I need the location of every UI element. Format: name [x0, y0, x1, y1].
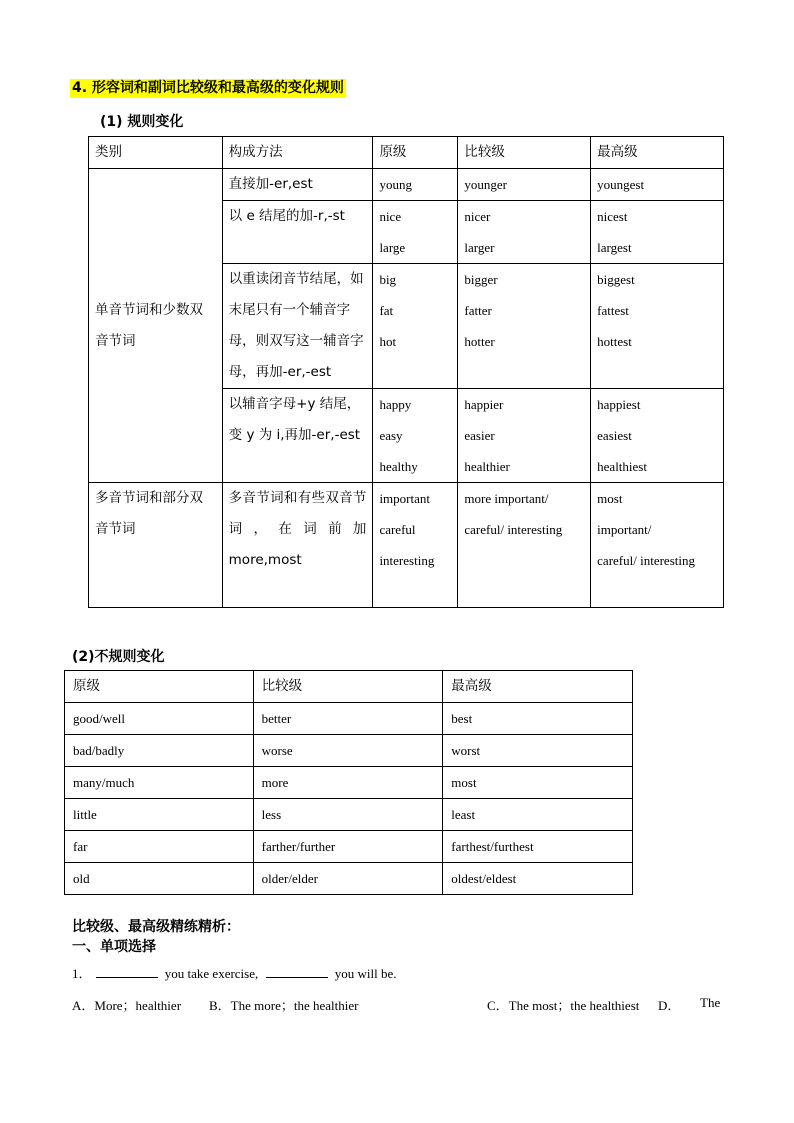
- table-cell: older/elder: [253, 863, 443, 895]
- option-a: A．More；healthier: [72, 998, 182, 1013]
- base-cell: [373, 264, 458, 389]
- category-text: 单音节词和少数双音节词: [95, 301, 203, 349]
- section-title: 4. 形容词和副词比较级和最高级的变化规则: [72, 80, 344, 96]
- word: happier: [464, 397, 504, 412]
- table-header-row: [89, 137, 724, 169]
- method-cell: 多音节词和有些双音节词，在词前加more,most: [222, 483, 373, 608]
- word: fatter: [464, 303, 492, 318]
- table-row: [89, 169, 724, 201]
- header-cell: 最高级: [591, 137, 724, 169]
- comparative-cell: [458, 389, 591, 483]
- answer-blank[interactable]: [266, 965, 328, 978]
- word: easier: [464, 428, 495, 443]
- table-row: [65, 863, 633, 895]
- word: careful: [379, 522, 416, 537]
- table-row: [65, 735, 633, 767]
- comparative-cell: [458, 264, 591, 389]
- table-row: [65, 799, 633, 831]
- word: fat: [379, 303, 394, 318]
- category-cell: [89, 169, 223, 483]
- superlative-cell: [591, 169, 724, 201]
- table-cell: farthest/furthest: [443, 831, 633, 863]
- word: most: [597, 491, 623, 506]
- header-cell: 原级: [65, 671, 254, 703]
- table-cell: more: [253, 767, 443, 799]
- base-cell: [373, 483, 458, 608]
- comparative-cell: [458, 169, 591, 201]
- comparative-cell: [458, 483, 591, 608]
- word: larger: [464, 240, 495, 255]
- table-cell: worst: [443, 735, 633, 767]
- base-cell: [373, 201, 458, 264]
- comparative-cell: [458, 201, 591, 264]
- word: nice: [379, 209, 402, 224]
- table-row: [65, 767, 633, 799]
- table-row: [65, 831, 633, 863]
- option-d-text: The: [700, 995, 721, 1010]
- word: interesting: [379, 553, 435, 568]
- table-cell: little: [65, 799, 254, 831]
- header-cell: 类别: [89, 137, 223, 169]
- superlative-cell: [591, 264, 724, 389]
- table-cell: far: [65, 831, 254, 863]
- word: large: [379, 240, 406, 255]
- table-cell: better: [253, 703, 443, 735]
- question-text: you will be.: [331, 966, 397, 981]
- word: easiest: [597, 428, 632, 443]
- table-cell: farther/further: [253, 831, 443, 863]
- regular-table: [88, 136, 724, 608]
- word: nicest: [597, 209, 628, 224]
- header-cell: 比较级: [458, 137, 591, 169]
- table-cell: worse: [253, 735, 443, 767]
- table-row: [65, 703, 633, 735]
- header-cell: 最高级: [443, 671, 633, 703]
- base-cell: [373, 169, 458, 201]
- header-cell: 原级: [373, 137, 458, 169]
- word: youngest: [597, 177, 645, 192]
- word: biggest: [597, 272, 635, 287]
- method-cell: 以辅音字母+y 结尾，变 y 为 i,再加-er,-est: [222, 389, 373, 483]
- header-cell: 构成方法: [222, 137, 373, 169]
- method-cell: 直接加-er,est: [222, 169, 373, 201]
- header-cell: 比较级: [253, 671, 443, 703]
- table-cell: less: [253, 799, 443, 831]
- regular-heading: (1) 规则变化: [100, 114, 184, 130]
- table-row: [89, 483, 724, 608]
- table-cell: oldest/eldest: [443, 863, 633, 895]
- word: happy: [379, 397, 412, 412]
- option-b: B．The more；the healthier: [209, 998, 359, 1013]
- table-cell: most: [443, 767, 633, 799]
- table-cell: many/much: [65, 767, 254, 799]
- table-header-row: [65, 671, 633, 703]
- method-cell: 以重读闭音节结尾，如末尾只有一个辅音字母，则双写这一辅音字母，再加-er,-est: [222, 264, 373, 389]
- word: big: [379, 272, 397, 287]
- word: hottest: [597, 334, 632, 349]
- word: easy: [379, 428, 403, 443]
- answer-blank[interactable]: [96, 965, 158, 978]
- table-cell: good/well: [65, 703, 254, 735]
- superlative-cell: [591, 389, 724, 483]
- superlative-cell: [591, 483, 724, 608]
- table-cell: bad/badly: [65, 735, 254, 767]
- base-cell: [373, 389, 458, 483]
- word: more important/: [464, 491, 549, 506]
- table-cell: old: [65, 863, 254, 895]
- table-cell: least: [443, 799, 633, 831]
- word: hot: [379, 334, 397, 349]
- irregular-heading: (2)不规则变化: [72, 649, 165, 665]
- word: healthy: [379, 459, 418, 474]
- word: healthier: [464, 459, 510, 474]
- method-cell: 以 e 结尾的加-r,-st: [222, 201, 373, 264]
- table-cell: best: [443, 703, 633, 735]
- word: important: [379, 491, 430, 506]
- word: nicer: [464, 209, 491, 224]
- word: important/: [597, 522, 652, 537]
- word: careful/ interesting: [464, 522, 563, 537]
- option-c: C．The most；the healthiest: [487, 998, 640, 1013]
- word: bigger: [464, 272, 498, 287]
- word: fattest: [597, 303, 629, 318]
- word: young: [379, 177, 412, 192]
- option-d: D．: [658, 998, 681, 1013]
- word: careful/ interesting: [597, 553, 695, 568]
- question-1: [72, 963, 397, 982]
- word: hotter: [464, 334, 495, 349]
- word: healthiest: [597, 459, 647, 474]
- exercise-section: 一、单项选择: [72, 939, 156, 955]
- exercise-title: 比较级、最高级精练精析：: [72, 919, 240, 935]
- question-number: 1．: [72, 966, 92, 981]
- category-cell: 多音节词和部分双音节词: [89, 483, 223, 608]
- word: younger: [464, 177, 507, 192]
- superlative-cell: [591, 201, 724, 264]
- irregular-table: [64, 670, 633, 895]
- word: largest: [597, 240, 632, 255]
- question-text: you take exercise,: [161, 966, 262, 981]
- word: happiest: [597, 397, 641, 412]
